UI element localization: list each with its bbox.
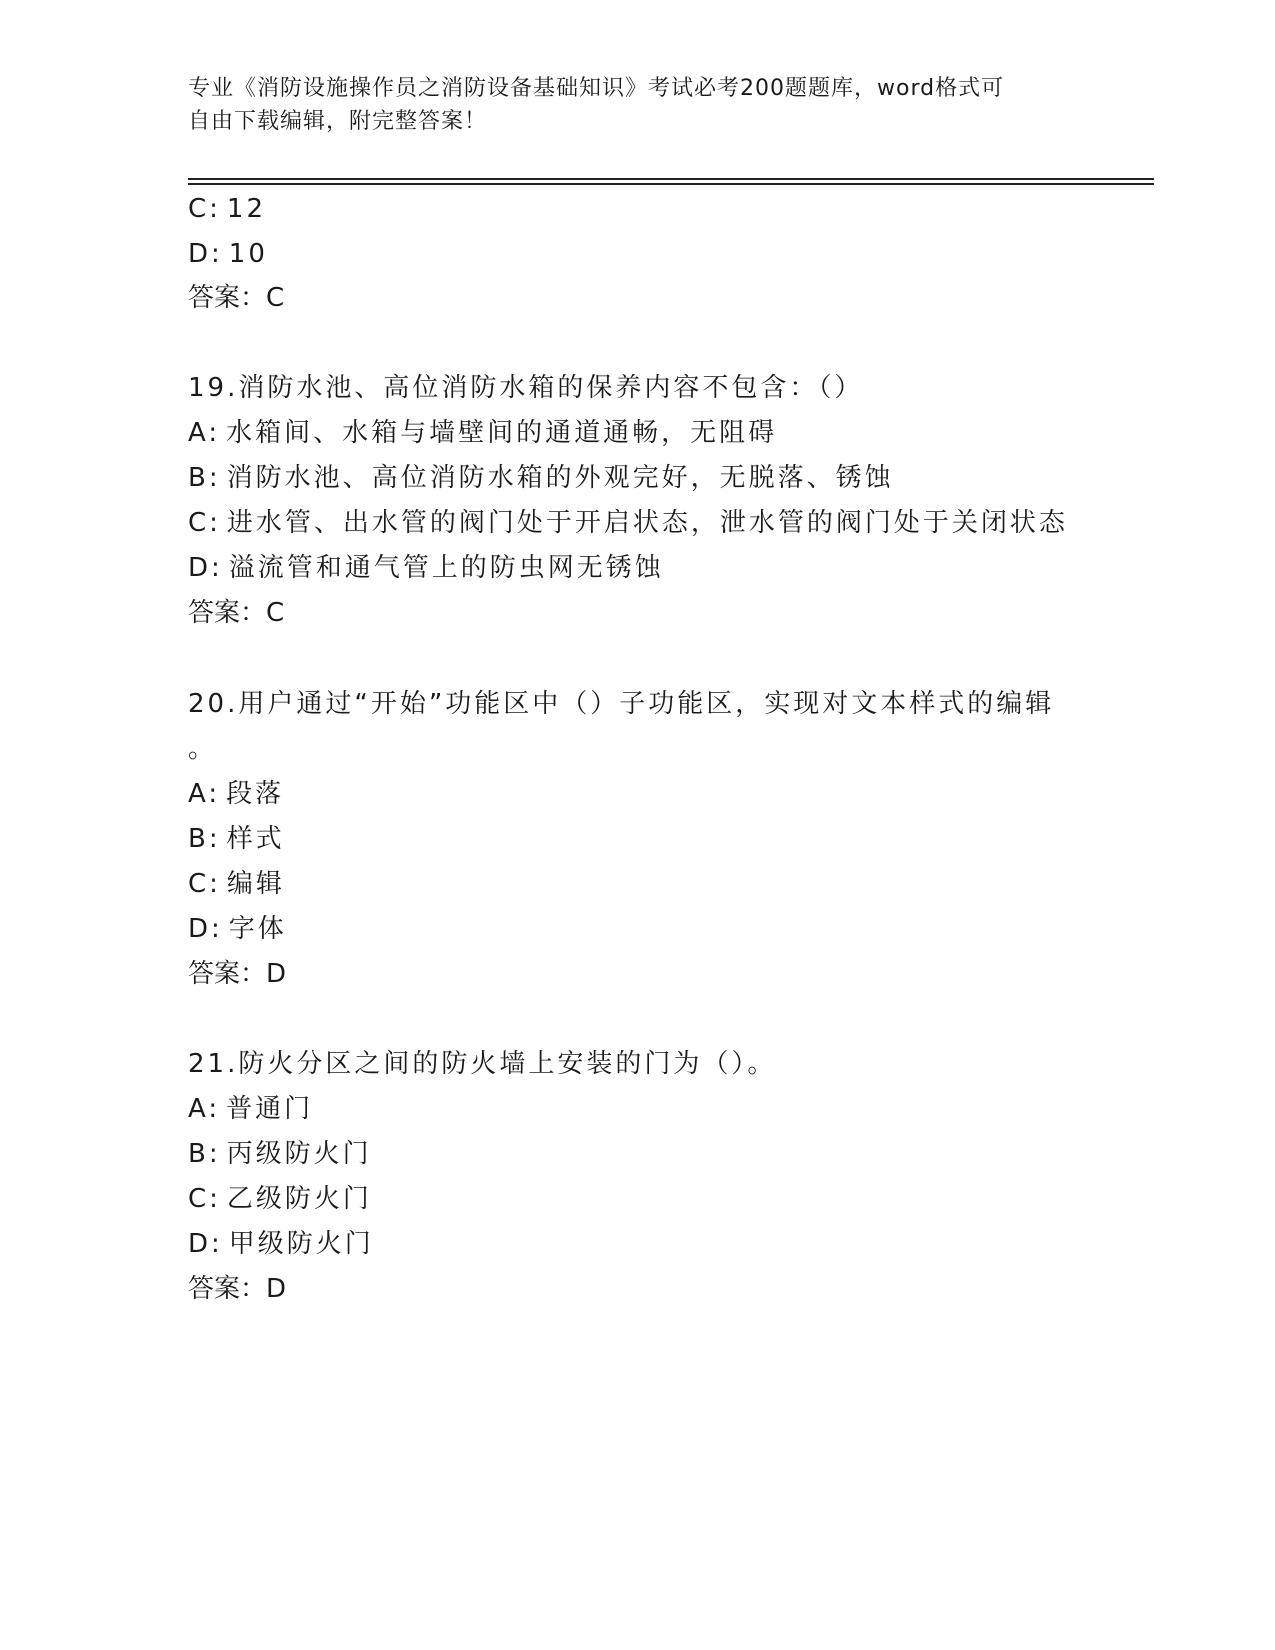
document-header [188,72,1088,138]
option-key: A: [188,779,221,809]
option-text: 12 [226,194,267,224]
option-text: 消防水池、高位消防水箱的外观完好，无脱落、锈蚀 [226,463,894,493]
option-text: 溢流管和通气管上的防虫网无锈蚀 [228,553,664,583]
answer: 答案：C [188,598,285,628]
option-key: C: [188,869,221,899]
option-c [188,508,1068,538]
option-key: A: [188,418,221,448]
option-b [188,463,894,493]
option-text: 样式 [226,824,285,854]
option-text: 乙级防火门 [226,1184,372,1214]
option-text: 甲级防火门 [228,1229,374,1259]
option-key: C: [188,1184,221,1214]
option-b [188,1139,372,1169]
question-stem: 20.用户通过“开始”功能区中（）子功能区，实现对文本样式的编辑 [188,689,1055,719]
option-text: 字体 [228,914,287,944]
option-c [188,194,266,224]
option-text: 普通门 [226,1094,314,1124]
option-d [188,553,664,583]
header-line-1: 专业《消防设施操作员之消防设备基础知识》考试必考200题题库，word格式可 [188,76,1005,101]
option-d [188,914,287,944]
option-text: 编辑 [226,869,285,899]
option-key: B: [188,1139,221,1169]
option-text: 段落 [226,779,285,809]
option-key: D: [188,1229,223,1259]
question-stem: 21.防火分区之间的防火墙上安装的门为（）。 [188,1049,777,1079]
option-text: 水箱间、水箱与墙壁间的通道通畅，无阻碍 [226,418,778,448]
answer: 答案：D [188,1274,287,1304]
option-c [188,1184,372,1214]
option-c [188,869,285,899]
question-stem-continuation: 。 [188,734,218,764]
header-rule-bottom [188,183,1154,185]
question-stem: 19.消防水池、高位消防水箱的保养内容不包含：（） [188,373,864,403]
option-b [188,824,285,854]
option-key: B: [188,463,221,493]
option-text: 10 [228,239,268,269]
answer: 答案：D [188,959,287,989]
header-line-2: 自由下载编辑，附完整答案！ [188,109,488,134]
option-text: 进水管、出水管的阀门处于开启状态，泄水管的阀门处于关闭状态 [226,508,1068,538]
option-key: C: [188,508,221,538]
option-a [188,1094,313,1124]
answer: 答案：C [188,283,285,313]
option-key: C: [188,194,221,224]
option-key: D: [188,914,223,944]
option-a [188,779,284,809]
option-a [188,418,777,448]
option-key: D: [188,239,223,269]
option-key: A: [188,1094,221,1124]
option-key: B: [188,824,221,854]
option-d [188,239,268,269]
header-rule-top [188,178,1154,180]
option-key: D: [188,553,223,583]
option-d [188,1229,374,1259]
option-text: 丙级防火门 [226,1139,372,1169]
